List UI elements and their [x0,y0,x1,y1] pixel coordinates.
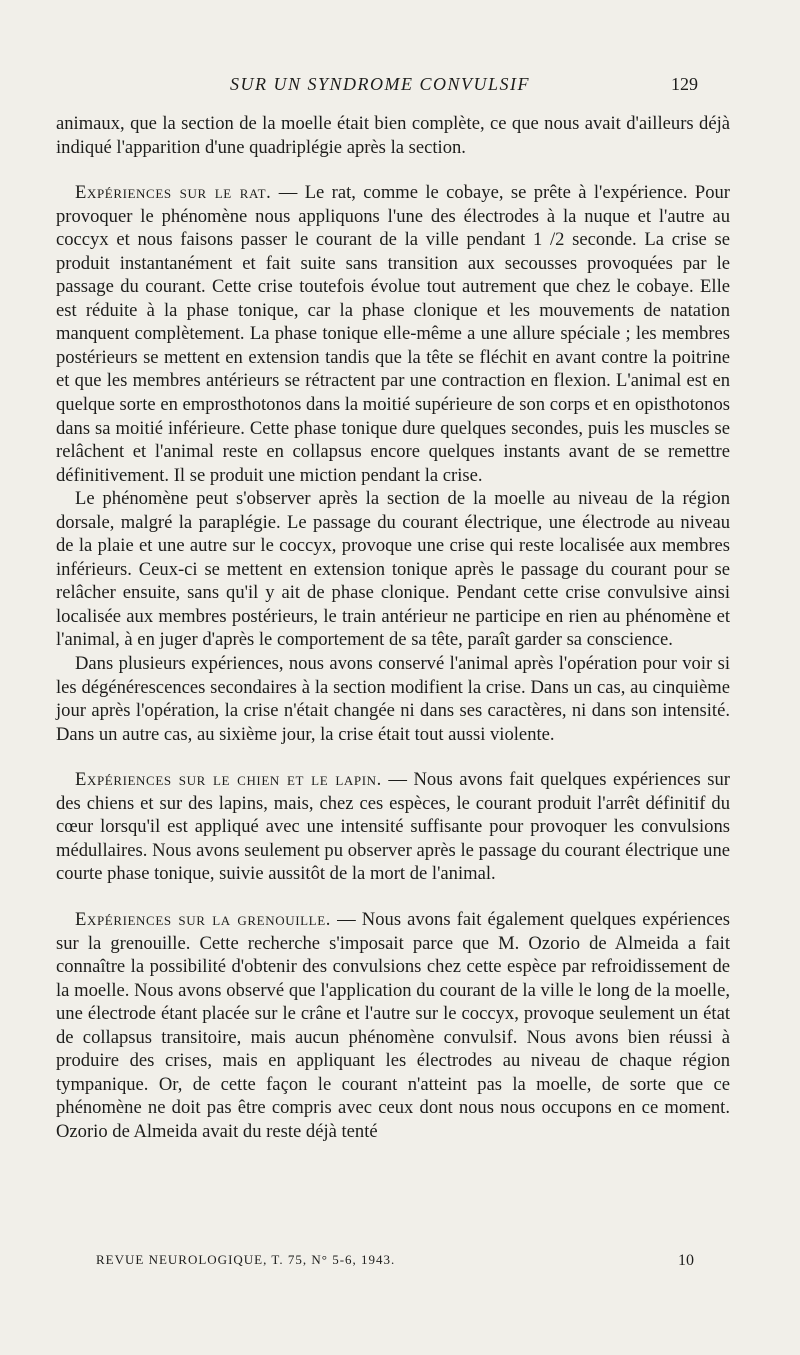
paragraph-frog-experiments [56,908,730,1143]
section-heading-frog: Expériences sur la grenouille. [75,908,331,930]
paragraph-degeneration: Dans plusieurs expériences, nous avons conservé l'animal après l'opération pour voir si les dégénérescences secondaires à la section modifient la crise. Dans un cas, au cinquième jour après l'opération, la crise n'était changée ni dans ses caractères, ni dans son intensité. Dans un autre cas, au sixième jour, la crise était tout aussi violente. [56,653,730,745]
section-gap [56,159,730,181]
running-title: SUR UN SYNDROME CONVULSIF [230,74,531,94]
paragraph-continuation: animaux, que la section de la moelle était bien complète, ce que nous avait d'ailleurs déjà indiqué l'apparition d'une quadriplégie après la section. [56,113,730,158]
paragraph-dog-rabbit-experiments [56,768,730,886]
signature-mark: 10 [678,1252,694,1269]
body-text [56,112,730,1143]
paragraph-dog-rabbit-body: — Nous avons fait quelques expériences sur des chiens et sur des lapins, mais, chez ces espèces, le courant produit l'arrêt définitif du cœur lorsqu'il est appliqué avec une intensité suffisante pour provoquer les convulsions médullaires. Nous avons seulement pu observer après le passage du courant électrique une courte phase tonique, suivie aussitôt de la mort de l'animal. [56,769,730,885]
journal-footer: REVUE NEUROLOGIQUE, T. 75, N° 5-6, 1943. [96,1252,396,1267]
section-gap [56,886,730,908]
paragraph-rat-experiments [56,181,730,487]
paragraph-dorsal-section: Le phénomène peut s'observer après la section de la moelle au niveau de la région dorsale, malgré la paraplégie. Le passage du courant électrique, une électrode au niveau de la plaie et une autre sur le coccyx, provoque une crise qui reste localisée aux membres inférieurs. Ceux-ci se mettent en extension tonique après le passage du courant pour se relâcher ensuite, sans qu'il y ait de phase clonique. Pendant cette crise convulsive ainsi localisée aux membres postérieurs, le train antérieur ne participe en rien au phénomène et l'animal, à en juger d'après le comportement de sa tête, paraît garder sa conscience. [56,488,730,651]
section-heading-dog-rabbit: Expériences sur le chien et le lapin. [75,769,382,791]
paragraph-rat-body: — Le rat, comme le cobaye, se prête à l'expérience. Pour provoquer le phénomène nous appliquons l'une des électrodes à la nuque et l'autre au coccyx et nous faisons passer le courant de la ville pendant 1 /2 seconde. La crise se produit instantanément et fait suite sans transition aux secousses provoquées par le passage du courant. Cette crise toutefois évolue tout autrement que chez le cobaye. Elle est réduite à la phase tonique, car la phase clonique et les mouvements de natation manquent complètement. La phase tonique elle-même a une allure spéciale ; les membres postérieurs se mettent en extension tandis que la tête se fléchit en avant contre la poitrine et que les membres antérieurs se rétractent par une contraction en flexion. L'animal est en quelque sorte en emprosthotonos dans la moitié supérieure de son corps et en opisthotonos dans sa moitié inférieure. Cette phase tonique dure quelques secondes, puis les muscles se relâchent et l'animal reste en collapsus encore quelques instants avant de se remettre définitivement. Il se produit une miction pendant la crise. [56,182,731,486]
section-gap [56,746,730,768]
section-heading-rat: Expériences sur le rat. [75,182,272,204]
page-number: 129 [671,74,698,94]
paragraph-frog-body: — Nous avons fait également quelques expériences sur la grenouille. Cette recherche s'imposait parce que M. Ozorio de Almeida a fait connaître la possibilité d'obtenir des convulsions chez cette espèce par refroidissement de la moelle. Nous avons observé que l'application du courant de la ville le long de la moelle, une électrode étant placée sur le crâne et l'autre sur le coccyx, provoque seulement un état de collapsus transitoire, mais aucun phénomène convulsif. Nous avons bien réussi à produire des crises, mais en appliquant les électrodes au niveau de chaque région tympanique. Or, de cette façon le courant n'atteint pas la moelle, de sorte que ce phénomène ne doit pas être compris avec ceux dont nous nous occupons en ce moment. Ozorio de Almeida avait du reste déjà tenté [56,908,730,1142]
